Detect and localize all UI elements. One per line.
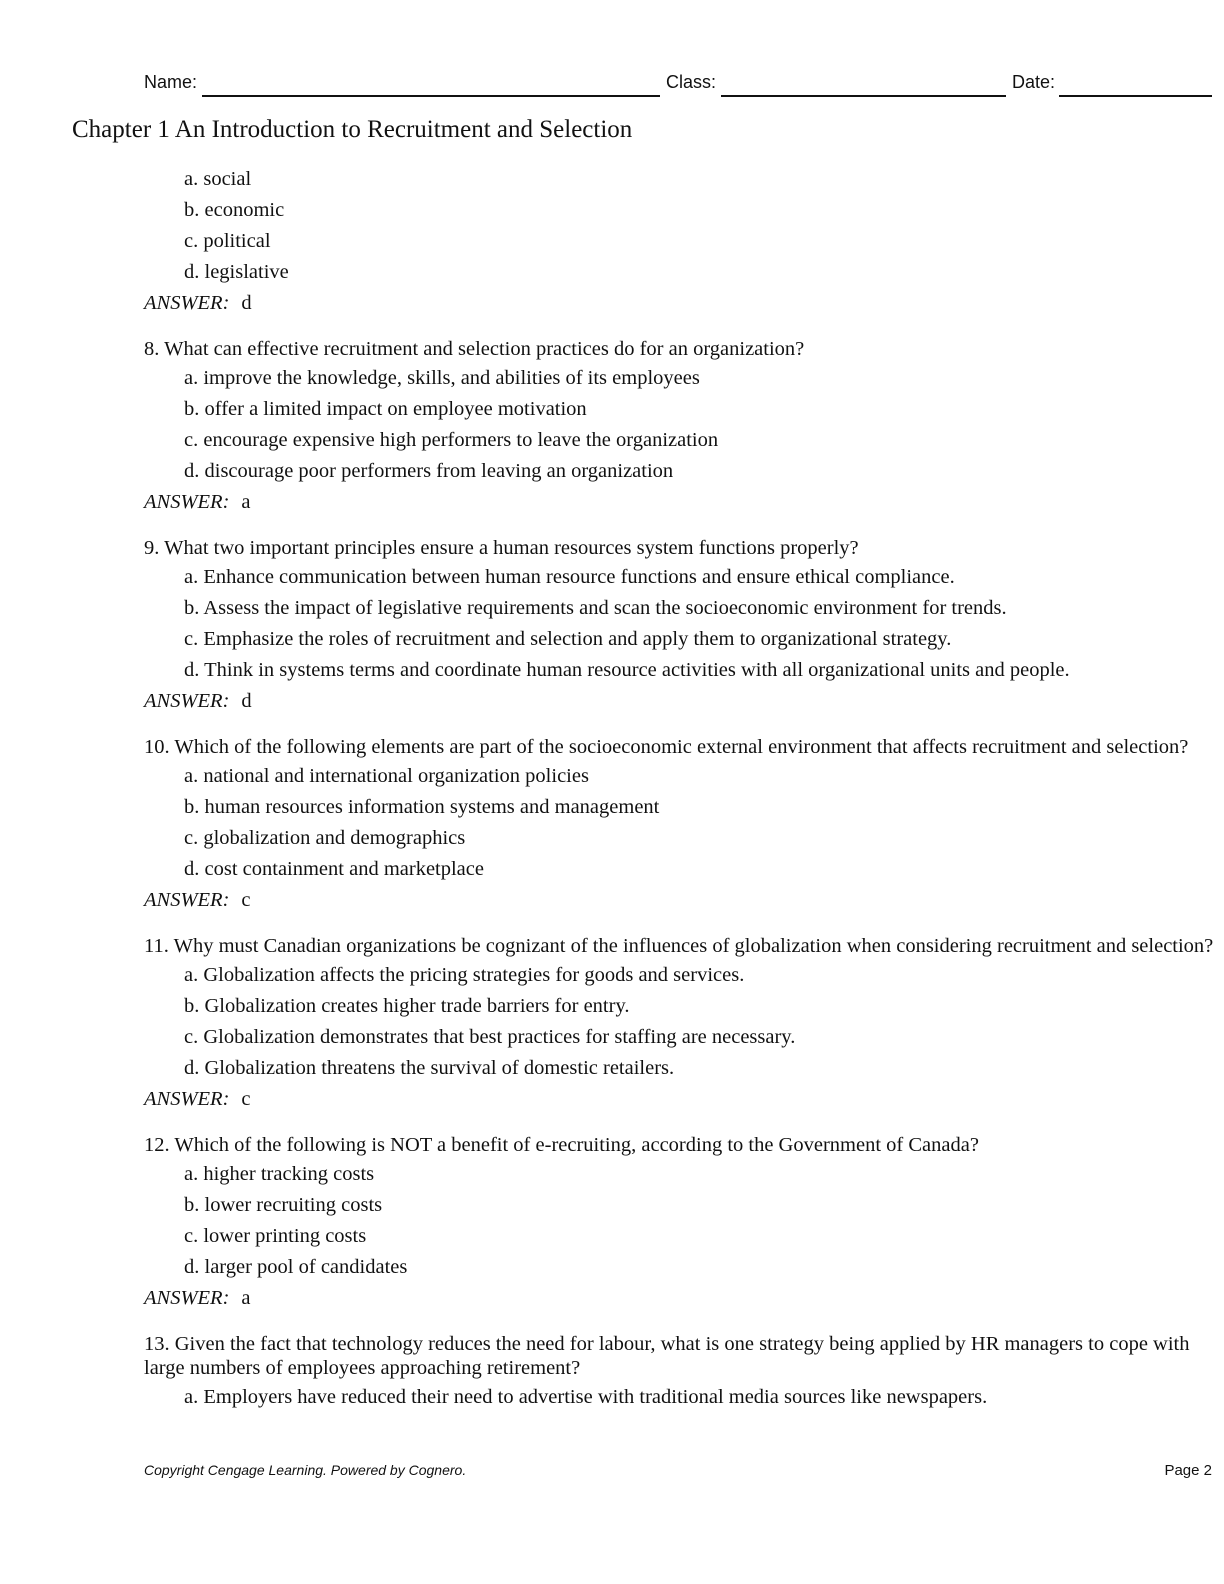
answer-value: a xyxy=(241,1287,251,1309)
page-number: Page 2 xyxy=(1164,1462,1212,1479)
answer-label: ANSWER: xyxy=(144,491,230,513)
question-11 xyxy=(144,934,1216,1117)
option-d: d. discourage poor performers from leaving an organization xyxy=(184,460,674,482)
question-7-continued xyxy=(144,166,1216,321)
question-stem: 13. Given the fact that technology reduces the need for labour, what is one strategy being applied by HR managers to cope with large numbers of employees approaching retirement? xyxy=(144,1333,1190,1379)
option-a: a. improve the knowledge, skills, and abilities of its employees xyxy=(184,367,700,389)
answer-line xyxy=(144,1285,1216,1316)
option-b: b. offer a limited impact on employee motivation xyxy=(184,398,587,420)
name-field-line xyxy=(202,95,660,97)
option-b: b. lower recruiting costs xyxy=(184,1194,383,1216)
name-label: Name: xyxy=(144,72,198,92)
option-a: a. Enhance communication between human resource functions and ensure ethical compliance. xyxy=(184,566,955,588)
option-d: d. cost containment and marketplace xyxy=(184,858,484,880)
answer-value: a xyxy=(241,491,251,513)
question-13 xyxy=(144,1332,1216,1415)
answer-line xyxy=(144,489,1216,520)
option-c: c. lower printing costs xyxy=(184,1225,367,1247)
option-c: c. globalization and demographics xyxy=(184,827,466,849)
option-d: d. legislative xyxy=(184,261,289,283)
date-field-line xyxy=(1059,95,1212,97)
question-8 xyxy=(144,337,1216,520)
option-b: b. Assess the impact of legislative requirements and scan the socioeconomic environment for trends. xyxy=(184,597,1007,619)
date-label: Date: xyxy=(1012,72,1056,92)
option-c: c. encourage expensive high performers to leave the organization xyxy=(184,429,719,451)
option-b: b. Globalization creates higher trade barriers for entry. xyxy=(184,995,630,1017)
answer-label: ANSWER: xyxy=(144,690,230,712)
question-stem: 11. Why must Canadian organizations be cognizant of the influences of globalization when considering recruitment and selection? xyxy=(144,935,1214,957)
answer-line xyxy=(144,1086,1216,1117)
option-d: d. larger pool of candidates xyxy=(184,1256,408,1278)
answer-value: d xyxy=(241,292,252,314)
question-stem: 8. What can effective recruitment and selection practices do for an organization? xyxy=(144,338,805,360)
answer-label: ANSWER: xyxy=(144,889,230,911)
option-b: b. human resources information systems and management xyxy=(184,796,660,818)
option-b: b. economic xyxy=(184,199,285,221)
answer-value: c xyxy=(241,889,251,911)
option-c: c. Emphasize the roles of recruitment and selection and apply them to organizational strategy. xyxy=(184,628,952,650)
option-a: a. Employers have reduced their need to advertise with traditional media sources like newspapers. xyxy=(184,1386,988,1408)
answer-value: d xyxy=(241,690,252,712)
option-a: a. social xyxy=(184,168,252,190)
option-a: a. higher tracking costs xyxy=(184,1163,375,1185)
answer-value: c xyxy=(241,1088,251,1110)
answer-line xyxy=(144,688,1216,719)
option-c: c. political xyxy=(184,230,271,252)
question-stem: 9. What two important principles ensure a human resources system functions properly? xyxy=(144,537,859,559)
question-stem: 10. Which of the following elements are part of the socioeconomic external environment that affects recruitment and selection? xyxy=(144,736,1189,758)
question-10 xyxy=(144,735,1216,918)
answer-label: ANSWER: xyxy=(144,1287,230,1309)
option-d: d. Think in systems terms and coordinate human resource activities with all organizational units and people. xyxy=(184,659,1070,681)
option-d: d. Globalization threatens the survival of domestic retailers. xyxy=(184,1057,675,1079)
option-a: a. Globalization affects the pricing strategies for goods and services. xyxy=(184,964,745,986)
answer-line xyxy=(144,887,1216,918)
copyright-footer: Copyright Cengage Learning. Powered by Cognero. xyxy=(144,1462,467,1478)
class-field-line xyxy=(721,95,1006,97)
answer-label: ANSWER: xyxy=(144,292,230,314)
question-list xyxy=(144,166,1216,1415)
class-label: Class: xyxy=(666,72,717,92)
answer-line xyxy=(144,290,1216,321)
answer-label: ANSWER: xyxy=(144,1088,230,1110)
question-stem: 12. Which of the following is NOT a benefit of e-recruiting, according to the Government of Canada? xyxy=(144,1134,979,1156)
question-12 xyxy=(144,1133,1216,1316)
option-a: a. national and international organization policies xyxy=(184,765,589,787)
chapter-title: Chapter 1 An Introduction to Recruitment and Selection xyxy=(72,116,633,143)
option-c: c. Globalization demonstrates that best practices for staffing are necessary. xyxy=(184,1026,796,1048)
question-9 xyxy=(144,536,1216,719)
